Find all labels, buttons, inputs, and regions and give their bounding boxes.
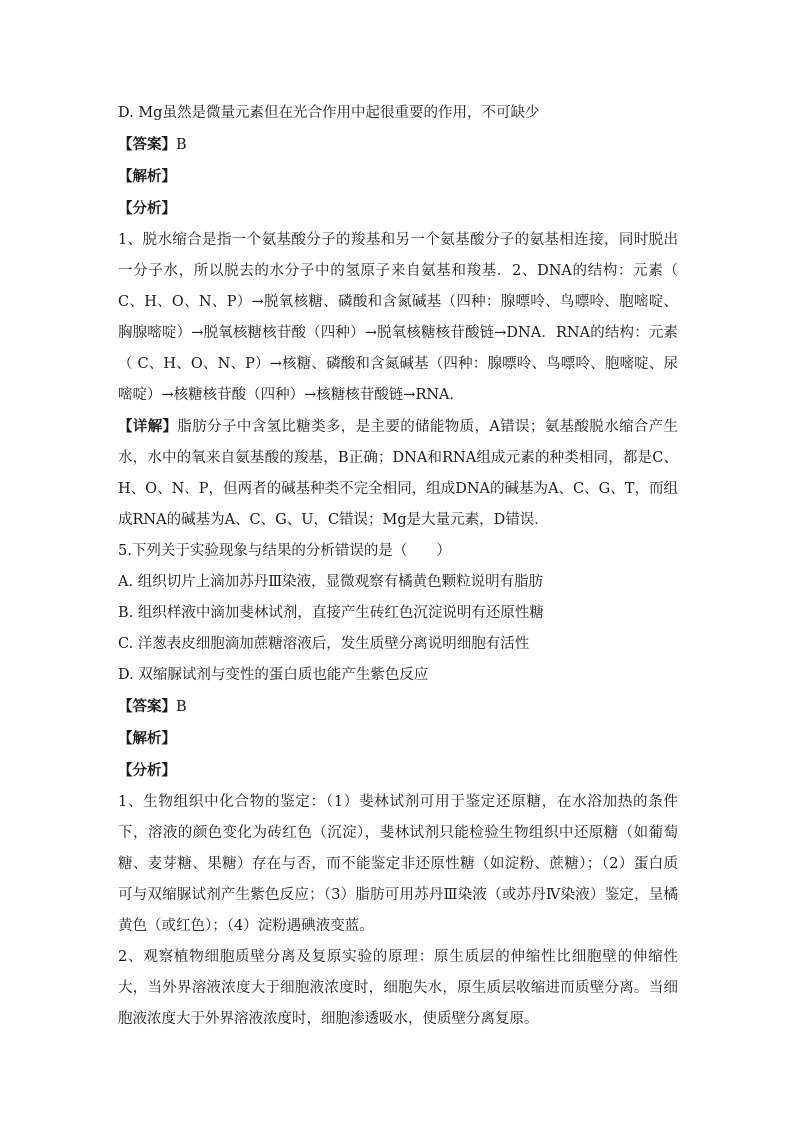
q5-analysis-label: 【解析】: [118, 730, 176, 747]
q4-detail-text: 脂肪分子中含氢比糖类多，是主要的储能物质，A错误；氨基酸脱水缩合产生水，水中的氧来自氨基酸的羧基，B正确；DNA和RNA组成元素的种类相同，都是C、H、O、N、P，但两者的碱基种类不完全相同，组成DNA的碱基为A、C、G、T，而组成RNA的碱基为A、C、G、U，C错误；Mg是大量元素，D错误．: [118, 419, 679, 528]
q4-fenxi-label: 【分析】: [118, 200, 176, 217]
q5-point-1: 1、生物组织中化合物的鉴定：（1）斐林试剂可用于鉴定还原糖，在水浴加热的条件下，溶液的颜色变化为砖红色（沉淀），斐林试剂只能检验生物组织中还原糖（如葡萄糖、麦芽糖、果糖）存在与否，而不能鉴定非还原性糖（如淀粉、蔗糖）；（2）蛋白质可与双缩脲试剂产生紫色反应；（3）脂肪可用苏丹Ⅲ染液（或苏丹Ⅳ染液）鉴定，呈橘黄色（或红色）；（4）淀粉遇碘液变蓝。: [118, 794, 678, 934]
q4-answer-label: 【答案】: [118, 136, 176, 153]
q4-fenxi-text: 1、脱水缩合是指一个氨基酸分子的羧基和另一个氨基酸分子的氨基相连接，同时脱出一分子水，所以脱去的水分子中的氢原子来自氨基和羧基．2、DNA的结构：元素（ C、H、O、N、P）→脱氧核糖、磷酸和含氮碱基（四种：腺嘌呤、鸟嘌呤、胞嘧啶、胸腺嘧啶）→脱氧核糖核苷酸（四种）→脱氧核糖核苷酸链→DNA．RNA的结构：元素（ C、H、O、N、P）→核糖、磷酸和含氮碱基（四种：腺嘌呤、鸟嘌呤、胞嘧啶、尿嘧啶）→核糖核苷酸（四种）→核糖核苷酸链→RNA．: [118, 232, 678, 403]
q4-option-d: D. Mg虽然是微量元素但在光合作用中起很重要的作用，不可缺少: [118, 105, 540, 121]
q5-stem: 5.下列关于实验现象与结果的分析错误的是（ ）: [118, 543, 451, 559]
q5-answer: [118, 691, 678, 723]
document-page: [118, 98, 678, 1035]
q5-point-2: 2、观察植物细胞质壁分离及复原实验的原理：原生质层的伸缩性比细胞壁的伸缩性大，当外界溶液浓度大于细胞液浓度时，细胞失水，原生质层收缩进而质壁分离。当细胞液浓度大于外界溶液浓度时，细胞渗透吸水，使质壁分离复原。: [118, 949, 678, 1027]
q4-analysis-heading: [118, 161, 678, 193]
q5-answer-label: 【答案】: [118, 698, 176, 715]
q5-option-b: B. 组织样液中滴加斐林试剂，直接产生砖红色沉淀说明有还原性糖: [118, 605, 544, 621]
q5-analysis-heading: [118, 723, 678, 755]
q5-option-d: D. 双缩脲试剂与变性的蛋白质也能产生紫色反应: [118, 667, 429, 683]
q5-option-a: A. 组织切片上滴加苏丹Ⅲ染液，显微观察有橘黄色颗粒说明有脂肪: [118, 574, 544, 590]
q5-option-c: C. 洋葱表皮细胞滴加蔗糖溶液后，发生质壁分离说明细胞有活性: [118, 636, 530, 652]
q5-fenxi-heading: [118, 755, 678, 787]
q4-analysis-label: 【解析】: [118, 168, 176, 185]
q5-answer-value: B: [176, 699, 187, 715]
q4-answer: [118, 129, 678, 161]
q4-detail: [118, 411, 678, 536]
q4-detail-label: 【详解】: [118, 418, 178, 435]
q4-fenxi-heading: [118, 193, 678, 225]
q5-fenxi-label: 【分析】: [118, 762, 176, 779]
q4-answer-value: B: [176, 137, 187, 153]
